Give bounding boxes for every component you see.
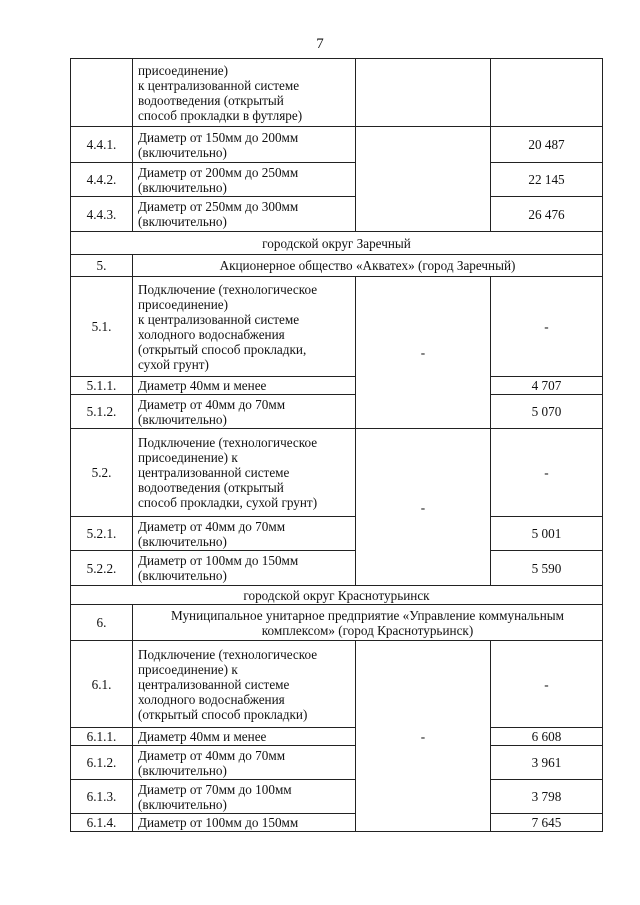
row-number: 5.2.1. — [71, 517, 133, 551]
row-description: Диаметр от 100мм до 150мм (включительно) — [133, 551, 356, 586]
row-number: 6.1.4. — [71, 814, 133, 832]
row-number: 5.1.2. — [71, 395, 133, 429]
row-value: 26 476 — [491, 197, 603, 232]
table-row — [71, 59, 603, 127]
organization-row — [71, 605, 603, 641]
table-row — [71, 728, 603, 746]
row-number: 6.1. — [71, 641, 133, 728]
row-description: Подключение (технологическое присоединение) к централизованной системе водоотведения (открытый способ прокладки, сухой грунт) — [133, 429, 356, 517]
row-value: 22 145 — [491, 163, 603, 197]
row-description: Диаметр от 150мм до 200мм (включительно) — [133, 127, 356, 163]
row-number: 6. — [71, 605, 133, 641]
table-row — [71, 551, 603, 586]
row-number: 5.2. — [71, 429, 133, 517]
row-description: Диаметр 40мм и менее — [133, 728, 356, 746]
row-number: 4.4.1. — [71, 127, 133, 163]
row-description: присоединение) к централизованной системе водоотведения (открытый способ прокладки в футляре) — [133, 59, 356, 127]
row-number: 5.1. — [71, 277, 133, 377]
row-value: 6 608 — [491, 728, 603, 746]
row-number: 6.1.1. — [71, 728, 133, 746]
row-number: 5. — [71, 255, 133, 277]
row-value: 4 707 — [491, 377, 603, 395]
row-value: 7 645 — [491, 814, 603, 832]
row-number — [71, 59, 133, 127]
row-number: 4.4.3. — [71, 197, 133, 232]
table-row — [71, 429, 603, 517]
page-number: 7 — [316, 36, 324, 52]
table-row — [71, 517, 603, 551]
row-description: Подключение (технологическое присоединение) к централизованной системе холодного водоснабжения (открытый способ прокладки, сухой грунт) — [133, 277, 356, 377]
row-description: Диаметр от 40мм до 70мм (включительно) — [133, 395, 356, 429]
row-number: 5.2.2. — [71, 551, 133, 586]
row-description: Диаметр от 250мм до 300мм (включительно) — [133, 197, 356, 232]
row-description: Диаметр от 40мм до 70мм (включительно) — [133, 746, 356, 780]
row-middle — [356, 59, 491, 127]
organization-name: Акционерное общество «Акватех» (город Заречный) — [133, 255, 603, 277]
row-middle — [356, 127, 491, 232]
row-description: Диаметр от 40мм до 70мм (включительно) — [133, 517, 356, 551]
row-value: 3 961 — [491, 746, 603, 780]
table-row — [71, 377, 603, 395]
row-description: Диаметр от 200мм до 250мм (включительно) — [133, 163, 356, 197]
row-middle: - — [356, 641, 491, 832]
row-value: - — [491, 641, 603, 728]
row-value: 5 070 — [491, 395, 603, 429]
row-number: 5.1.1. — [71, 377, 133, 395]
table-row — [71, 163, 603, 197]
organization-row — [71, 255, 603, 277]
table-row — [71, 197, 603, 232]
table-row — [71, 641, 603, 728]
section-heading: городской округ Краснотурьинск — [71, 586, 603, 605]
row-description: Диаметр 40мм и менее — [133, 377, 356, 395]
section-heading: городской округ Заречный — [71, 232, 603, 255]
table-row — [71, 814, 603, 832]
section-row — [71, 232, 603, 255]
row-description: Диаметр от 100мм до 150мм — [133, 814, 356, 832]
row-number: 6.1.2. — [71, 746, 133, 780]
row-number: 6.1.3. — [71, 780, 133, 814]
organization-name: Муниципальное унитарное предприятие «Управление коммунальным комплексом» (город Краснотурьинск) — [133, 605, 603, 641]
row-value: 5 590 — [491, 551, 603, 586]
row-middle: - — [356, 429, 491, 586]
row-value — [491, 59, 603, 127]
row-value: 20 487 — [491, 127, 603, 163]
row-value: 3 798 — [491, 780, 603, 814]
row-middle: - — [356, 277, 491, 429]
row-value: - — [491, 277, 603, 377]
row-value: 5 001 — [491, 517, 603, 551]
table-row — [71, 395, 603, 429]
row-description: Диаметр от 70мм до 100мм (включительно) — [133, 780, 356, 814]
table-row — [71, 277, 603, 377]
table-row — [71, 746, 603, 780]
row-number: 4.4.2. — [71, 163, 133, 197]
table-row — [71, 127, 603, 163]
tariff-table — [70, 58, 603, 832]
row-description: Подключение (технологическое присоединение) к централизованной системе холодного водоснабжения (открытый способ прокладки) — [133, 641, 356, 728]
section-row — [71, 586, 603, 605]
table-row — [71, 780, 603, 814]
row-value: - — [491, 429, 603, 517]
